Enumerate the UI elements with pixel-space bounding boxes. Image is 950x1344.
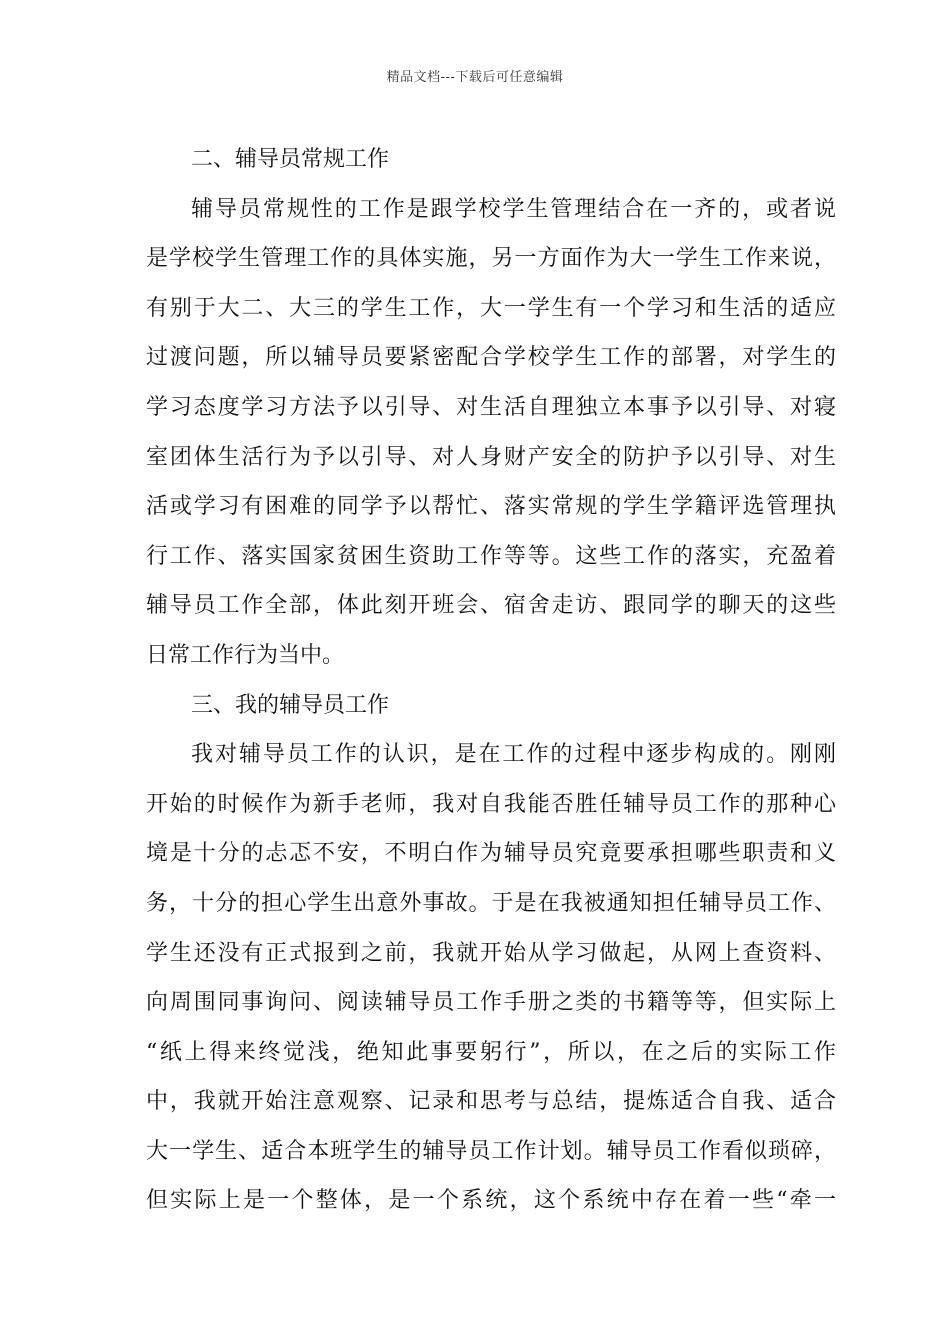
text-line: 我对辅导员工作的认识，是在工作的过程中逐步构成的。刚刚 [191,742,836,768]
text-line: 向周围同事询问、阅读辅导员工作手册之类的书籍等等，但实际上 [146,990,836,1016]
text-line: 务，十分的担心学生出意外事故。于是在我被通知担任辅导员工作、 [146,890,836,916]
text-line: 但实际上是一个整体，是一个系统，这个系统中存在着一些“牵一 [146,1188,836,1214]
text-line: 三、我的辅导员工作 [191,692,390,718]
text-line: “纸上得来终觉浅，绝知此事要躬行”，所以，在之后的实际工作 [146,1039,836,1065]
document-body [146,135,836,1226]
page-header: 精品文档---下载后可任意编辑 [386,70,564,85]
text-line: 过渡问题，所以辅导员要紧密配合学校学生工作的部署，对学生的 [146,345,836,371]
text-line: 中，我就开始注意观察、记录和思考与总结，提炼适合自我、适合 [146,1089,836,1115]
text-line: 境是十分的忐忑不安，不明白作为辅导员究竟要承担哪些职责和义 [146,841,836,867]
text-line: 学生还没有正式报到之前，我就开始从学习做起，从网上查资料、 [146,940,836,966]
text-line: 辅导员常规性的工作是跟学校学生管理结合在一齐的，或者说 [191,196,836,222]
text-line: 学习态度学习方法予以引导、对生活自理独立本事予以引导、对寝 [146,394,836,420]
text-line: 有别于大二、大三的学生工作，大一学生有一个学习和生活的适应 [146,295,836,321]
text-line: 室团体生活行为予以引导、对人身财产安全的防护予以引导、对生 [146,444,836,470]
text-line: 日常工作行为当中。 [146,642,345,668]
text-line: 是学校学生管理工作的具体实施，另一方面作为大一学生工作来说， [146,246,836,272]
text-line: 辅导员工作全部，体此刻开班会、宿舍走访、跟同学的聊天的这些 [146,593,836,619]
text-line: 活或学习有困难的同学予以帮忙、落实常规的学生学籍评选管理执 [146,494,836,520]
text-line: 开始的时候作为新手老师，我对自我能否胜任辅导员工作的那种心 [146,791,836,817]
text-line: 二、辅导员常规工作 [191,147,390,172]
text-line: 行工作、落实国家贫困生资助工作等等。这些工作的落实，充盈着 [146,543,836,569]
text-line: 大一学生、适合本班学生的辅导员工作计划。辅导员工作看似琐碎， [146,1138,836,1164]
